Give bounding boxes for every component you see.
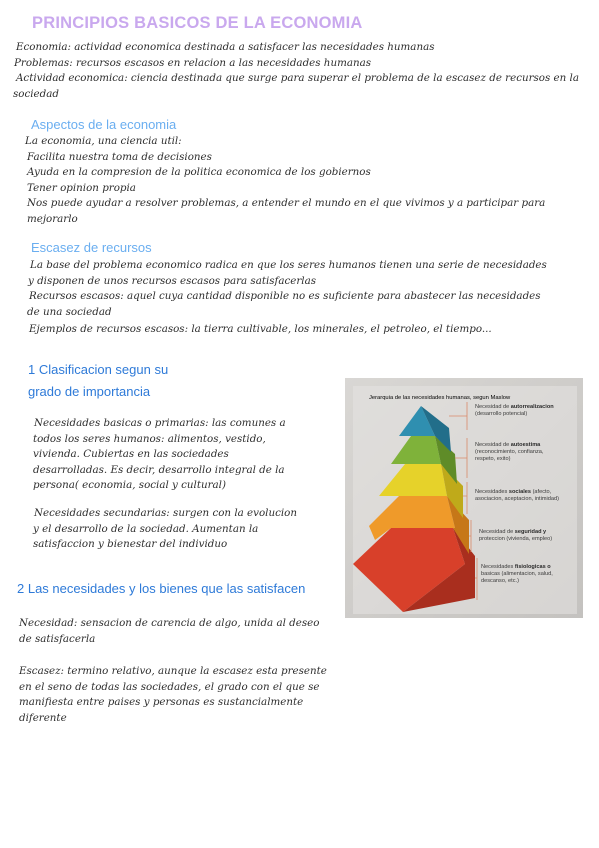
- maslow-label-prefix: Necesidad de: [475, 404, 511, 410]
- secundarias-line: y el desarrollo de la sociedad. Aumentan la: [33, 522, 259, 535]
- maslow-label-bold: autoestima: [510, 442, 541, 448]
- basicas-line: todos los seres humanos: alimentos, vestido,: [33, 432, 266, 445]
- maslow-label-bold: autorrealizacion: [510, 404, 554, 410]
- escasez-def-line: manifiesta entre paises y personas es sustancialmente: [19, 696, 304, 708]
- aspectos-line: Facilita nuestra toma de decisiones: [27, 150, 212, 163]
- basicas-line: persona( economia, social y cultural): [33, 479, 226, 491]
- aspectos-heading: Aspectos de la economia: [31, 117, 177, 132]
- escasez-line: y disponen de unos recursos escasos para satisfacerlas: [28, 274, 317, 287]
- escasez-def-line: diferente: [19, 711, 67, 724]
- maslow-label-detail: (afecto,: [532, 489, 552, 495]
- maslow-label-prefix: Necesidad de: [479, 529, 515, 535]
- maslow-label-bold: fisiologicas o: [514, 564, 551, 570]
- maslow-label-detail: descanso, etc.): [481, 578, 519, 585]
- maslow-label-detail: asociacion, aceptacion, intimidad): [475, 496, 559, 503]
- escasez-heading: Escasez de recursos: [31, 240, 152, 255]
- maslow-label-seguridad: [479, 529, 581, 543]
- basicas-line: desarrolladas. Es decir, desarrollo integral de la: [33, 463, 285, 476]
- intro-block: [13, 40, 579, 102]
- maslow-pyramid-photo: [345, 378, 583, 618]
- intro-economia: Economia: actividad economica destinada a satisfacer las necesidades humanas: [16, 41, 435, 53]
- intro-problemas: Problemas: recursos escasos en relacion a las necesidades humanas: [14, 56, 372, 69]
- secundarias-block: [33, 506, 297, 553]
- clasificacion-heading-line: 1 Clasificacion segun su: [28, 362, 169, 377]
- basicas-line: vivienda. Cubiertas en las sociedades: [33, 448, 229, 460]
- necesidad-line: de satisfacerla: [19, 632, 96, 645]
- escasez-def-line: en el seno de todas las sociedades, el grado con el que se: [19, 680, 320, 693]
- maslow-caption: Jerarquia de las necesidades humanas, segun Maslow: [369, 395, 511, 401]
- escasez-block: [27, 258, 547, 338]
- maslow-label-sociales: [475, 489, 581, 503]
- aspectos-line: Ayuda en la compresion de la politica economica de los gobiernos: [27, 166, 371, 178]
- aspectos-line: La economia, una ciencia util:: [25, 135, 182, 147]
- secundarias-line: satisfaccion y bienestar del individuo: [33, 538, 228, 550]
- maslow-label-fisiologicas: [481, 564, 581, 586]
- escasez-def-block: [19, 664, 327, 726]
- basicas-block: [33, 416, 286, 494]
- maslow-label-prefix: Necesidad de: [475, 442, 511, 448]
- maslow-label-prefix: Necesidades: [475, 489, 509, 495]
- necesidad-block: [19, 616, 319, 647]
- escasez-line: Ejemplos de recursos escasos: la tierra cultivable, los minerales, el petroleo, el tiempo...: [29, 323, 492, 335]
- aspectos-line: mejorarlo: [27, 212, 78, 225]
- escasez-line: Recursos escasos: aquel cuya cantidad disponible no es suficiente para abastecer las necesidades: [29, 290, 541, 302]
- maslow-label-detail: (desarrollo potencial): [475, 411, 528, 418]
- clasificacion-heading: [28, 359, 168, 402]
- secundarias-line: Necesidades secundarias: surgen con la evolucion: [34, 507, 297, 519]
- maslow-label-detail: respeto, exito): [475, 456, 511, 463]
- aspectos-line: Nos puede ayudar a resolver problemas, a entender el mundo en el que vivimos y a participar para: [27, 197, 546, 209]
- aspectos-block: [25, 134, 545, 227]
- maslow-label-bold: sociales: [508, 489, 531, 495]
- maslow-label-detail: proteccion (vivienda, empleo): [479, 536, 553, 543]
- escasez-line: La base del problema economico radica en que los seres humanos tienen una serie de necesidades: [30, 259, 547, 271]
- maslow-label-autoestima: [475, 442, 579, 464]
- maslow-label-detail: (reconocimiento, confianza,: [475, 449, 544, 456]
- maslow-label-prefix: Necesidades: [481, 564, 515, 570]
- basicas-line: Necesidades basicas o primarias: las comunes a: [34, 417, 286, 429]
- maslow-label-bold: seguridad y: [514, 529, 547, 535]
- intro-sociedad: sociedad: [13, 87, 59, 100]
- aspectos-line: Tener opinion propia: [27, 181, 136, 194]
- maslow-label-autorrealizacion: [475, 404, 579, 418]
- escasez-line: de una sociedad: [27, 305, 112, 318]
- escasez-def-line: Escasez: termino relativo, aunque la escasez esta presente: [19, 665, 327, 677]
- intro-actividad: Actividad economica: ciencia destinada que surge para superar el problema de la escasez de recursos en la: [16, 72, 579, 84]
- clasificacion-heading-line: grado de importancia: [28, 384, 151, 399]
- maslow-label-detail: basicas (alimentacion, salud,: [481, 571, 553, 578]
- necesidades-bienes-heading: 2 Las necesidades y los bienes que las satisfacen: [17, 581, 306, 596]
- page-title: PRINCIPIOS BASICOS DE LA ECONOMIA: [32, 14, 363, 32]
- necesidad-line: Necesidad: sensacion de carencia de algo, unida al deseo: [19, 617, 320, 629]
